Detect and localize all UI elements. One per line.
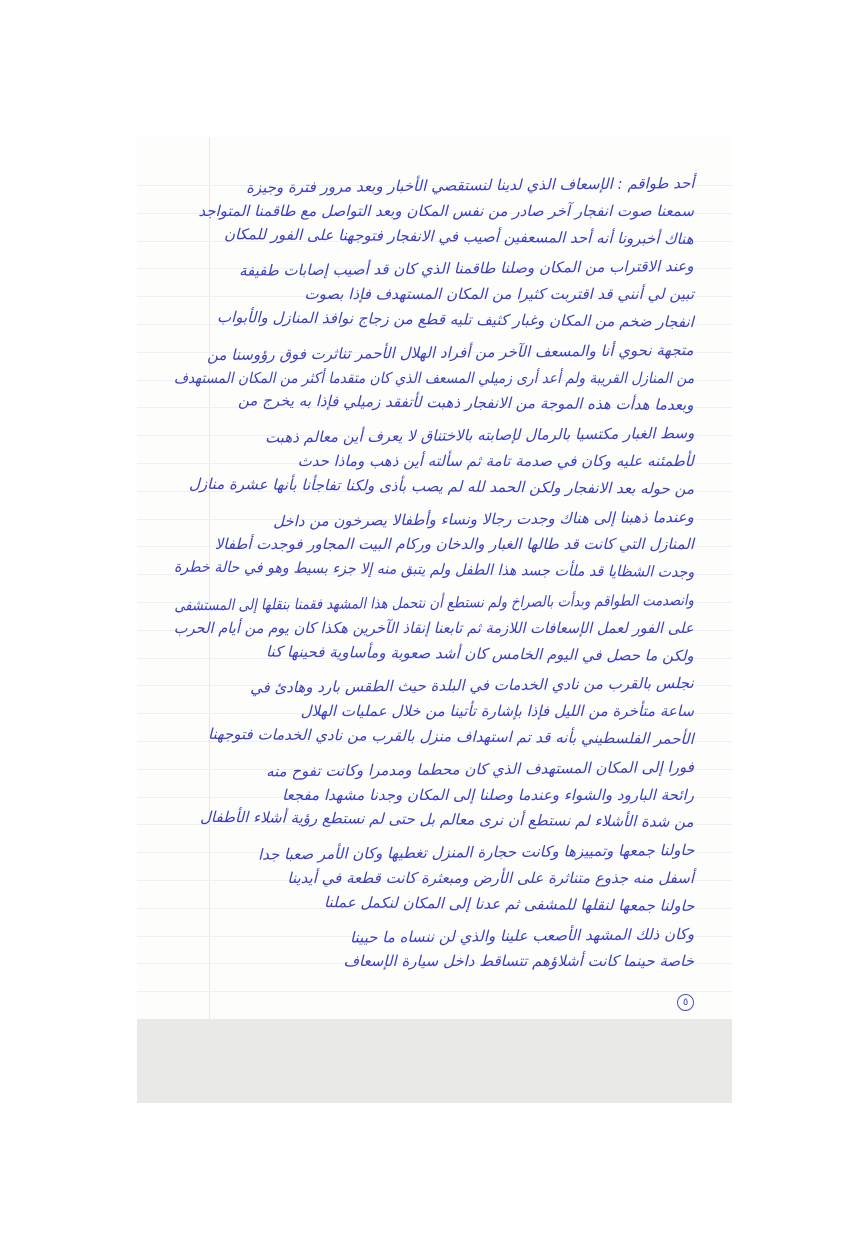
handwritten-line: وكان ذلك المشهد الأصعب علينا والذي لن ننساه ما حيينا [349,924,695,947]
handwritten-line: تبين لي أنني قد اقتربت كثيرا من المكان المستهدف فإذا بصوت [304,285,694,304]
handwritten-line: وبعدما هدأت هذه الموجة من الانفجار ذهبت لأتفقد زميلي فإذا به يخرج من [238,391,695,415]
handwritten-line: من شدة الأشلاء لم نستطع أن نرى معالم بل حتى لم نستطع رؤية أشلاء الأطفال [200,808,695,832]
handwritten-line: متجهة نحوي أنا والمسعف الآخر من أفراد الهلال الأحمر تناثرت فوق رؤوسنا من [207,340,695,364]
handwritten-line: أحد طواقم : الإسعاف الذي لدينا لنستقصي الأخبار وبعد مرور فترة وجيزة [245,174,695,197]
handwritten-text-block [137,137,732,1019]
handwritten-line: وعندما ذهبنا إلى هناك وجدت رجالا ونساء وأطفالا يصرخون من داخل [273,507,695,530]
handwritten-line: حاولنا جمعها وتمييزها وكانت حجارة المنزل تغطيها وكان الأمر صعبا جدا [257,841,695,864]
handwritten-line: من حوله بعد الانفجار ولكن الحمد لله لم يصب بأذى ولكنا تفاجأنا بأنها عشرة منازل [188,474,695,498]
handwritten-line: أسفل منه جذوع متناثرة على الأرض ومبعثرة كانت قطعة في أيدينا [287,869,694,887]
handwritten-line: انفجار ضخم من المكان وغبار كثيف تليه قطع من زجاج نوافذ المنازل والأبواب [217,308,695,331]
handwritten-line: وعند الاقتراب من المكان وصلنا طاقمنا الذي كان قد أصيب إصابات طفيفة [239,257,695,281]
handwritten-line: نجلس بالقرب من نادي الخدمات في البلدة حيث الطقس بارد وهادئ في [250,674,695,698]
handwritten-line: وسط الغبار مكتسيا بالرمال لإصابته بالاختناق لا يعرف أين معالم ذهبت [264,424,695,447]
handwritten-line: على الفور لعمل الإسعافات اللازمة ثم تابعنا إنقاذ الآخرين هكذا كان يوم من أيام الحرب [174,618,694,637]
handwritten-line: خاصة حينما كانت أشلاؤهم تتساقط داخل سيارة الإسعاف [343,952,694,971]
scan-bottom-strip [137,1019,732,1103]
handwritten-line: حاولنا جمعها لنقلها للمشفى ثم عدنا إلى المكان لنكمل عملنا [323,892,695,915]
handwritten-line: سمعنا صوت انفجار آخر صادر من نفس المكان وبعد التواصل مع طاقمنا المتواجد [198,201,694,220]
scanned-page [137,137,732,1103]
handwritten-line: من المنازل القريبة ولم أعد أرى زميلي المسعف الذي كان متقدما أكثر من المكان المستهدف [173,368,694,387]
handwritten-line: فورا إلى المكان المستهدف الذي كان محطما ومدمرا وكانت تفوح منه [266,757,695,781]
handwritten-line: وجدت الشظايا قد ملأت جسد هذا الطفل ولم يتبق منه إلا جزء بسيط وهو في حالة خطرة [173,557,695,582]
handwritten-line: الأحمر الفلسطيني بأنه قد تم استهداف منزل بالقرب من نادي الخدمات فتوجهنا [208,724,695,748]
page-number: ٥ [677,994,694,1011]
handwritten-line: لأطمئنه عليه وكان في صدمة تامة ثم سألته أين ذهب وماذا حدث [297,452,694,470]
handwritten-line: ولكن ما حصل في اليوم الخامس كان أشد صعوبة ومأساوية فحينها كنا [266,642,695,665]
handwritten-line: رائحة البارود والشواء وعندما وصلنا إلى المكان وجدنا مشهدا مفجعا [282,785,694,804]
handwritten-line: ساعة متأخرة من الليل فإذا بإشارة تأتينا من خلال عمليات الهلال [300,702,694,721]
handwritten-line: هناك أخبرونا أنه أحد المسعفين أصيب في الانفجار فتوجهنا على الفور للمكان [224,224,695,248]
handwritten-line: وانصدمت الطواقم وبدأت بالصراخ ولم نستطع أن نتحمل هذا المشهد فقمنا بنقلها إلى المستشفى [174,591,695,615]
handwritten-line: المنازل التي كانت قد طالها الغبار والدخان وركام البيت المجاور فوجدت أطفالا [214,535,694,554]
